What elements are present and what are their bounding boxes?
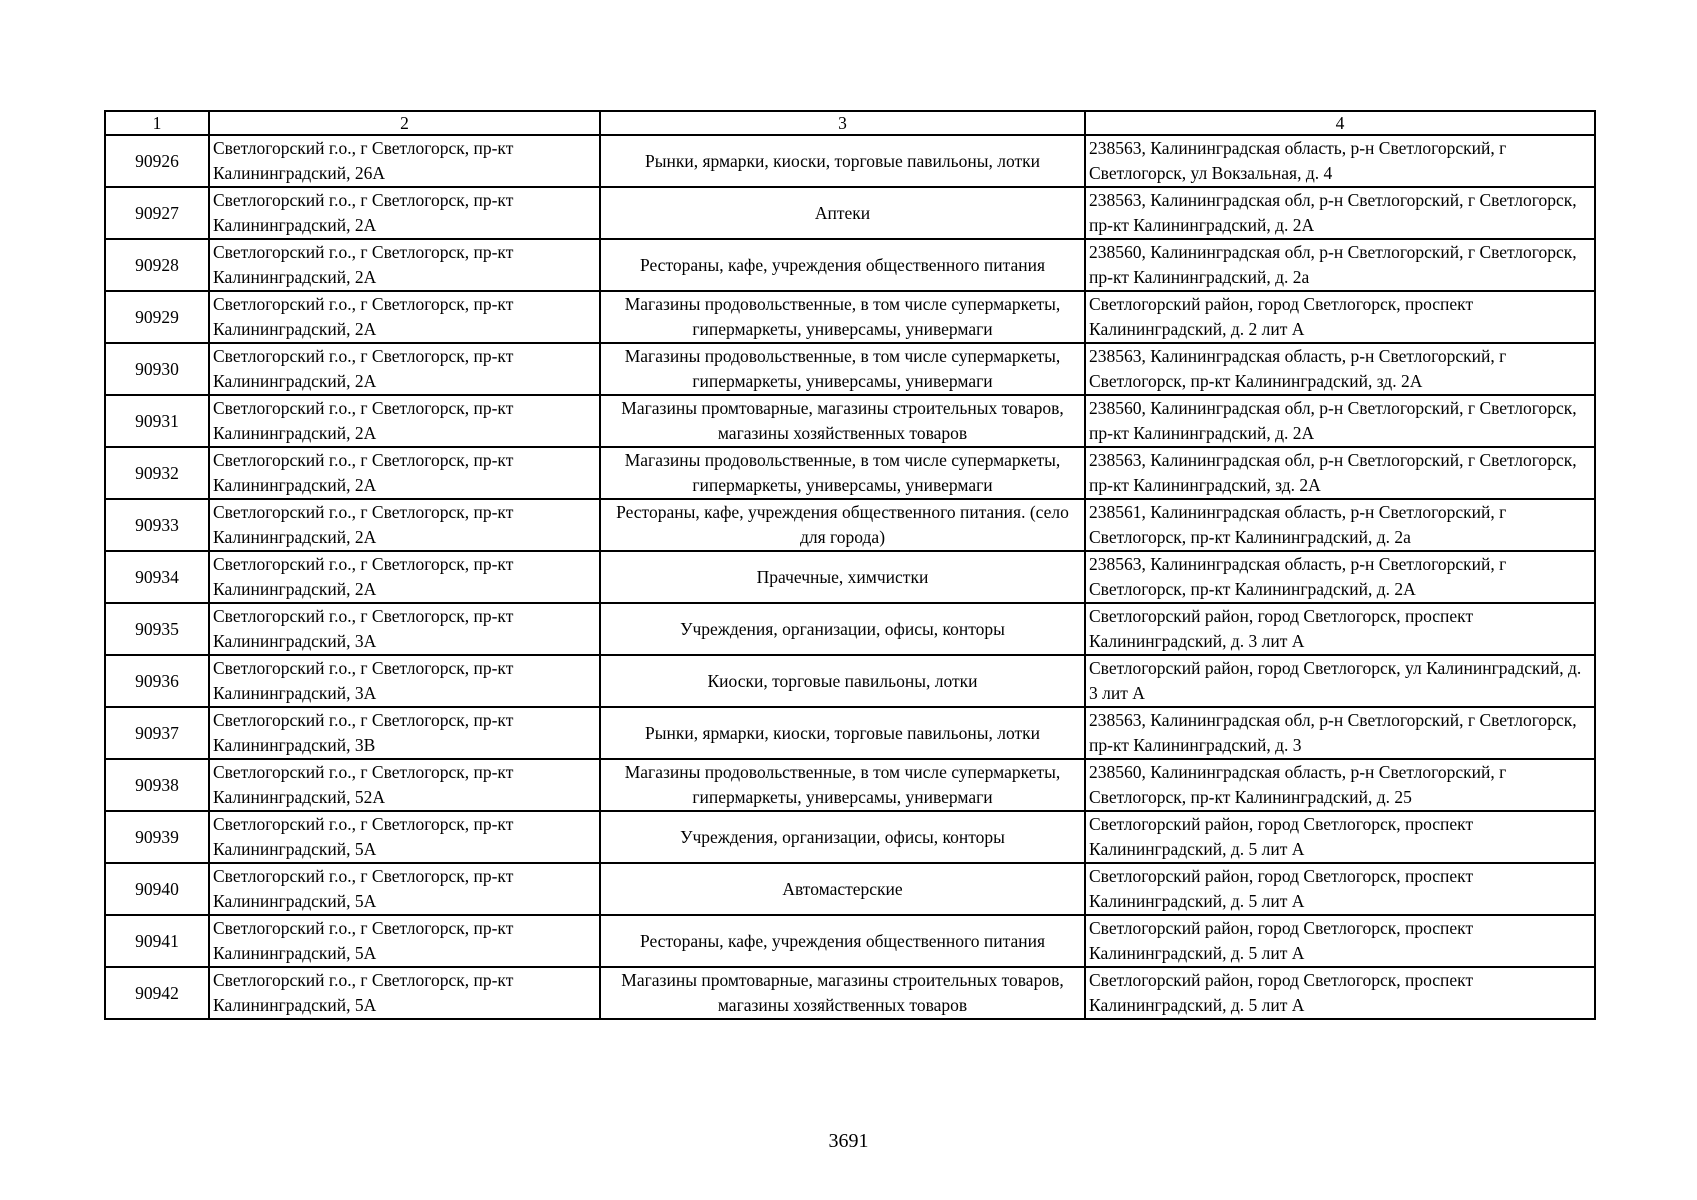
table-row xyxy=(105,603,1595,655)
record-id-cell: 90935 xyxy=(105,603,209,655)
object-type-cell: Аптеки xyxy=(600,187,1085,239)
record-id-cell: 90931 xyxy=(105,395,209,447)
record-id-cell: 90938 xyxy=(105,759,209,811)
address-cell: Светлогорский г.о., г Светлогорск, пр-кт Калининградский, 5А xyxy=(209,915,600,967)
location-cell: 238563, Калининградская обл, р-н Светлогорский, г Светлогорск, пр-кт Калининградский, д. 2А xyxy=(1085,187,1595,239)
record-id-cell: 90928 xyxy=(105,239,209,291)
record-id-cell: 90932 xyxy=(105,447,209,499)
address-cell: Светлогорский г.о., г Светлогорск, пр-кт Калининградский, 2А xyxy=(209,291,600,343)
table-row xyxy=(105,915,1595,967)
table-row xyxy=(105,499,1595,551)
location-cell: Светлогорский район, город Светлогорск, проспект Калининградский, д. 5 лит А xyxy=(1085,811,1595,863)
location-cell: 238563, Калининградская обл, р-н Светлогорский, г Светлогорск, пр-кт Калининградский, д. 3 xyxy=(1085,707,1595,759)
table-row xyxy=(105,239,1595,291)
location-cell: Светлогорский район, город Светлогорск, проспект Калининградский, д. 5 лит А xyxy=(1085,863,1595,915)
table-row xyxy=(105,135,1595,187)
record-id-cell: 90926 xyxy=(105,135,209,187)
table-row xyxy=(105,811,1595,863)
header-row xyxy=(105,111,1595,135)
address-cell: Светлогорский г.о., г Светлогорск, пр-кт Калининградский, 3В xyxy=(209,707,600,759)
table-row xyxy=(105,447,1595,499)
object-type-cell: Магазины промтоварные, магазины строительных товаров, магазины хозяйственных товаров xyxy=(600,967,1085,1019)
address-cell: Светлогорский г.о., г Светлогорск, пр-кт Калининградский, 26А xyxy=(209,135,600,187)
column-header-3: 3 xyxy=(600,111,1085,135)
address-cell: Светлогорский г.о., г Светлогорск, пр-кт Калининградский, 5А xyxy=(209,811,600,863)
address-cell: Светлогорский г.о., г Светлогорск, пр-кт Калининградский, 3А xyxy=(209,603,600,655)
location-cell: Светлогорский район, город Светлогорск, проспект Калининградский, д. 3 лит А xyxy=(1085,603,1595,655)
table-row xyxy=(105,655,1595,707)
location-cell: Светлогорский район, город Светлогорск, проспект Калининградский, д. 5 лит А xyxy=(1085,967,1595,1019)
record-id-cell: 90930 xyxy=(105,343,209,395)
column-header-2: 2 xyxy=(209,111,600,135)
address-cell: Светлогорский г.о., г Светлогорск, пр-кт Калининградский, 2А xyxy=(209,395,600,447)
address-cell: Светлогорский г.о., г Светлогорск, пр-кт Калининградский, 2А xyxy=(209,551,600,603)
object-type-cell: Учреждения, организации, офисы, конторы xyxy=(600,603,1085,655)
registry-table xyxy=(104,110,1596,1020)
object-type-cell: Учреждения, организации, офисы, конторы xyxy=(600,811,1085,863)
address-cell: Светлогорский г.о., г Светлогорск, пр-кт Калининградский, 2А xyxy=(209,343,600,395)
column-header-1: 1 xyxy=(105,111,209,135)
location-cell: 238560, Калининградская обл, р-н Светлогорский, г Светлогорск, пр-кт Калининградский, д. 2а xyxy=(1085,239,1595,291)
address-cell: Светлогорский г.о., г Светлогорск, пр-кт Калининградский, 2А xyxy=(209,499,600,551)
table-row xyxy=(105,395,1595,447)
table-row xyxy=(105,291,1595,343)
record-id-cell: 90937 xyxy=(105,707,209,759)
object-type-cell: Магазины продовольственные, в том числе супермаркеты, гипермаркеты, универсамы, универмаги xyxy=(600,291,1085,343)
object-type-cell: Рестораны, кафе, учреждения общественного питания xyxy=(600,915,1085,967)
location-cell: Светлогорский район, город Светлогорск, проспект Калининградский, д. 2 лит А xyxy=(1085,291,1595,343)
location-cell: Светлогорский район, город Светлогорск, проспект Калининградский, д. 5 лит А xyxy=(1085,915,1595,967)
record-id-cell: 90936 xyxy=(105,655,209,707)
location-cell: 238563, Калининградская область, р-н Светлогорский, г Светлогорск, пр-кт Калининградский, д. 2А xyxy=(1085,551,1595,603)
page-number: 3691 xyxy=(828,1130,869,1152)
record-id-cell: 90941 xyxy=(105,915,209,967)
location-cell: 238563, Калининградская область, р-н Светлогорский, г Светлогорск, ул Вокзальная, д. 4 xyxy=(1085,135,1595,187)
table-row xyxy=(105,707,1595,759)
table-row xyxy=(105,967,1595,1019)
object-type-cell: Магазины продовольственные, в том числе супермаркеты, гипермаркеты, универсамы, универмаги xyxy=(600,759,1085,811)
table-body xyxy=(105,135,1595,1019)
address-cell: Светлогорский г.о., г Светлогорск, пр-кт Калининградский, 5А xyxy=(209,863,600,915)
table-header xyxy=(105,111,1595,135)
address-cell: Светлогорский г.о., г Светлогорск, пр-кт Калининградский, 3А xyxy=(209,655,600,707)
table-row xyxy=(105,551,1595,603)
record-id-cell: 90940 xyxy=(105,863,209,915)
object-type-cell: Прачечные, химчистки xyxy=(600,551,1085,603)
location-cell: 238563, Калининградская обл, р-н Светлогорский, г Светлогорск, пр-кт Калининградский, зд. 2А xyxy=(1085,447,1595,499)
object-type-cell: Киоски, торговые павильоны, лотки xyxy=(600,655,1085,707)
object-type-cell: Магазины продовольственные, в том числе супермаркеты, гипермаркеты, универсамы, универмаги xyxy=(600,447,1085,499)
column-header-4: 4 xyxy=(1085,111,1595,135)
object-type-cell: Автомастерские xyxy=(600,863,1085,915)
location-cell: 238563, Калининградская область, р-н Светлогорский, г Светлогорск, пр-кт Калининградский, зд. 2А xyxy=(1085,343,1595,395)
location-cell: 238560, Калининградская обл, р-н Светлогорский, г Светлогорск, пр-кт Калининградский, д. 2А xyxy=(1085,395,1595,447)
address-cell: Светлогорский г.о., г Светлогорск, пр-кт Калининградский, 52А xyxy=(209,759,600,811)
table-row xyxy=(105,759,1595,811)
object-type-cell: Рестораны, кафе, учреждения общественного питания xyxy=(600,239,1085,291)
location-cell: Светлогорский район, город Светлогорск, ул Калининградский, д. 3 лит А xyxy=(1085,655,1595,707)
location-cell: 238560, Калининградская область, р-н Светлогорский, г Светлогорск, пр-кт Калининградский, д. 25 xyxy=(1085,759,1595,811)
address-cell: Светлогорский г.о., г Светлогорск, пр-кт Калининградский, 2А xyxy=(209,187,600,239)
object-type-cell: Магазины промтоварные, магазины строительных товаров, магазины хозяйственных товаров xyxy=(600,395,1085,447)
object-type-cell: Рынки, ярмарки, киоски, торговые павильоны, лотки xyxy=(600,707,1085,759)
record-id-cell: 90927 xyxy=(105,187,209,239)
address-cell: Светлогорский г.о., г Светлогорск, пр-кт Калининградский, 2А xyxy=(209,239,600,291)
object-type-cell: Магазины продовольственные, в том числе супермаркеты, гипермаркеты, универсамы, универмаги xyxy=(600,343,1085,395)
address-cell: Светлогорский г.о., г Светлогорск, пр-кт Калининградский, 5А xyxy=(209,967,600,1019)
address-cell: Светлогорский г.о., г Светлогорск, пр-кт Калининградский, 2А xyxy=(209,447,600,499)
record-id-cell: 90929 xyxy=(105,291,209,343)
table-row xyxy=(105,863,1595,915)
record-id-cell: 90933 xyxy=(105,499,209,551)
record-id-cell: 90942 xyxy=(105,967,209,1019)
object-type-cell: Рестораны, кафе, учреждения общественного питания. (село для города) xyxy=(600,499,1085,551)
object-type-cell: Рынки, ярмарки, киоски, торговые павильоны, лотки xyxy=(600,135,1085,187)
table-row xyxy=(105,187,1595,239)
location-cell: 238561, Калининградская область, р-н Светлогорский, г Светлогорск, пр-кт Калининградский, д. 2а xyxy=(1085,499,1595,551)
record-id-cell: 90934 xyxy=(105,551,209,603)
record-id-cell: 90939 xyxy=(105,811,209,863)
table-row xyxy=(105,343,1595,395)
